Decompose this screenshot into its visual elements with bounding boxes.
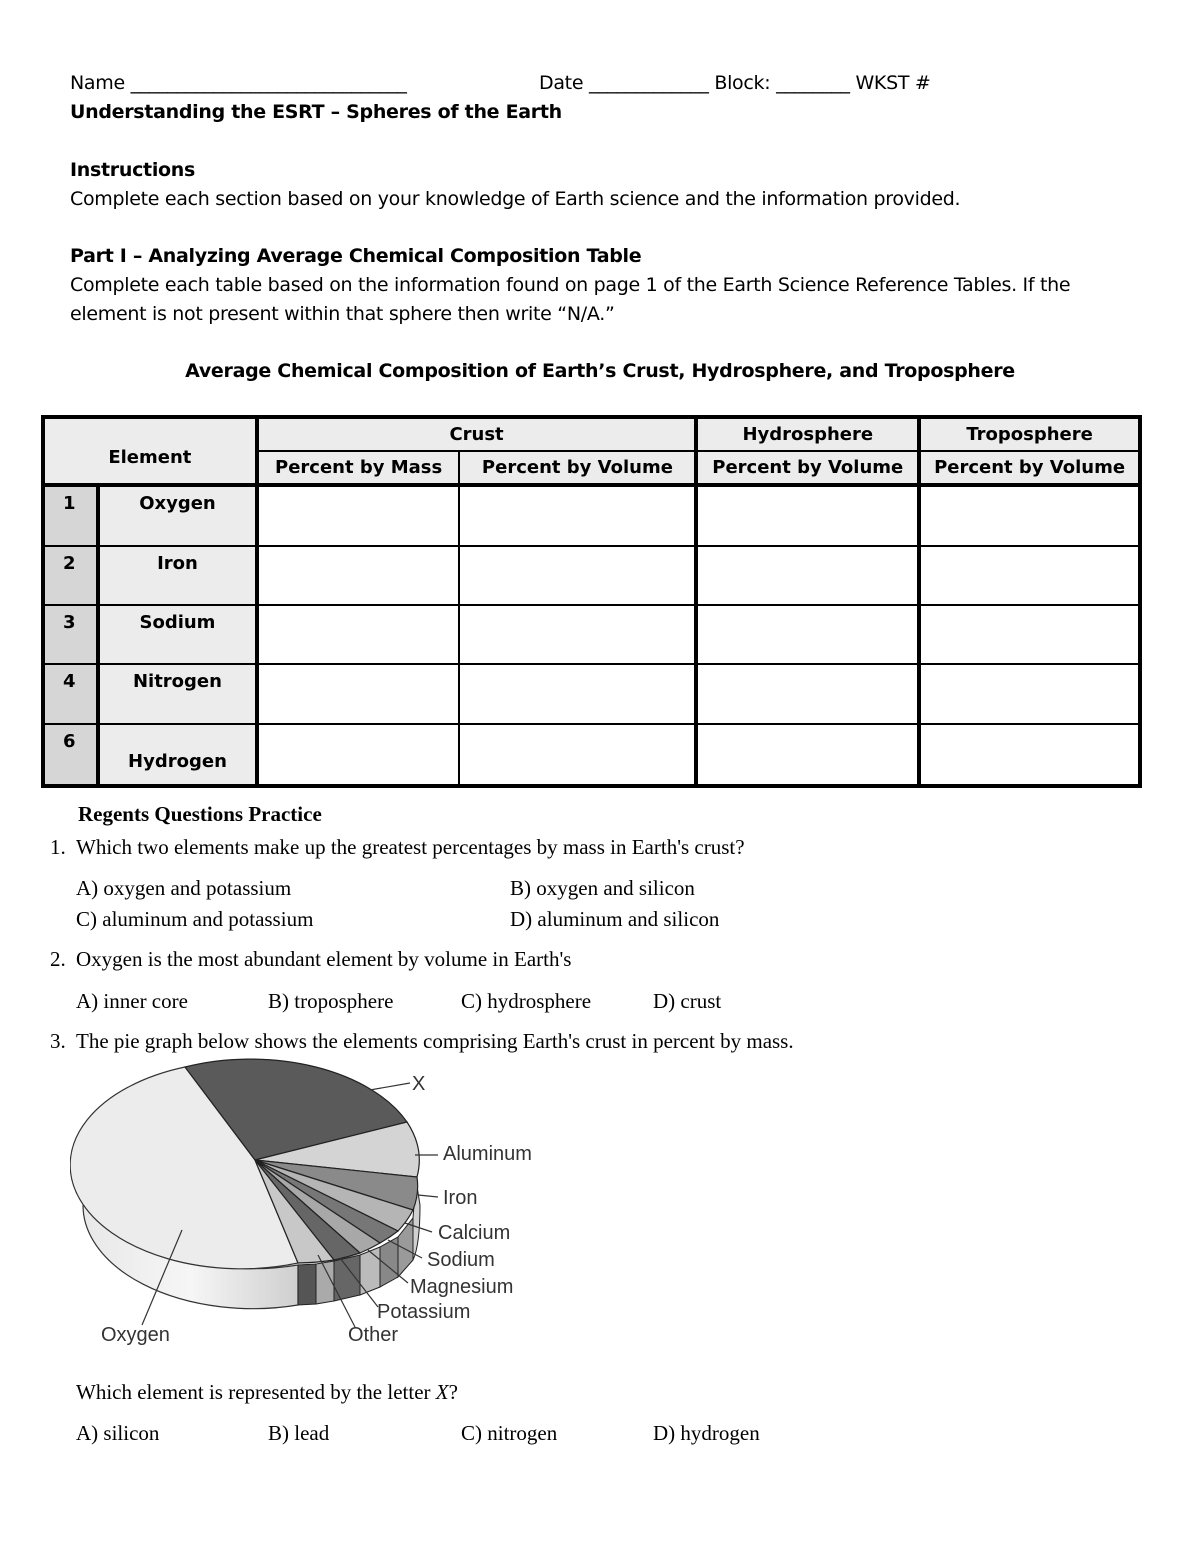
q3-choice-d[interactable]: D) hydrogen [653,1421,760,1445]
row-number: 6 [43,724,98,786]
hydrosphere-volume-cell[interactable] [696,485,919,545]
wkst-label: WKST # [855,72,931,94]
table-row [43,485,1140,545]
block-blank[interactable]: ________ [776,72,850,94]
pie-label-magnesium: Magnesium [410,1276,514,1298]
row-number: 1 [43,485,98,545]
table-row [43,605,1140,664]
pie-label-oxygen: Oxygen [101,1324,170,1346]
table-row [43,724,1140,786]
pie-label-x: X [412,1073,426,1095]
q1-choice-b[interactable]: B) oxygen and silicon [510,876,695,900]
q2-choice-a[interactable]: A) inner core [76,989,188,1013]
pie-side-other [298,1264,316,1305]
name-label: Name [70,72,125,94]
pie-label-calcium: Calcium [438,1222,511,1244]
leader-x [370,1083,410,1090]
q1-choice-a[interactable]: A) oxygen and potassium [76,876,292,900]
q2-choice-b[interactable]: B) troposphere [268,989,394,1013]
q3-prompt-after: ? [448,1380,458,1404]
q2-choice-d[interactable]: D) crust [653,989,722,1013]
table-row [43,664,1140,723]
q3-prompt-var: X [435,1380,449,1404]
crust-mass-cell[interactable] [257,664,460,723]
row-number: 2 [43,546,98,605]
hydrosphere-volume-cell[interactable] [696,724,919,786]
q3-number: 3. [50,1029,66,1053]
q2-choice-c[interactable]: C) hydrosphere [461,989,592,1013]
crust-mass-cell[interactable] [257,546,460,605]
crust-header: Crust [257,417,697,451]
crust-volume-cell[interactable] [459,664,696,723]
table-title: Average Chemical Composition of Earth’s Crust, Hydrosphere, and Troposphere [185,360,1015,382]
q2-text: Oxygen is the most abundant element by volume in Earth's [76,947,572,971]
element-header: Element [43,417,257,485]
block-label: Block: [714,72,771,94]
pie-label-potassium: Potassium [377,1301,471,1323]
troposphere-volume-cell[interactable] [919,664,1140,723]
row-element: Oxygen [98,485,257,545]
crust-volume-cell[interactable] [459,546,696,605]
regents-heading: Regents Questions Practice [78,802,322,826]
crust-pie-graph [70,1055,550,1355]
date-label: Date [539,72,584,94]
troposphere-volume-cell[interactable] [919,546,1140,605]
composition-table [41,415,1142,788]
q1-choice-c[interactable]: C) aluminum and potassium [76,907,314,931]
row-number: 4 [43,664,98,723]
crust-mass-cell[interactable] [257,605,460,664]
hydrosphere-header: Hydrosphere [696,417,919,451]
crust-volume-cell[interactable] [459,605,696,664]
date-block-line [539,72,931,94]
troposphere-volume-cell[interactable] [919,724,1140,786]
crust-volume-header: Percent by Volume [459,451,696,486]
worksheet-title: Understanding the ESRT – Spheres of the Earth [70,101,562,123]
pie-label-iron: Iron [443,1187,478,1209]
date-blank[interactable]: _____________ [588,72,709,94]
troposphere-volume-cell[interactable] [919,485,1140,545]
troposphere-header: Troposphere [919,417,1140,451]
pie-label-other: Other [348,1324,399,1346]
q3-choice-c[interactable]: C) nitrogen [461,1421,558,1445]
crust-volume-cell[interactable] [459,485,696,545]
hydrosphere-volume-header: Percent by Volume [696,451,919,486]
table-row [43,546,1140,605]
troposphere-volume-header: Percent by Volume [919,451,1140,486]
q1-choice-d[interactable]: D) aluminum and silicon [510,907,720,931]
troposphere-volume-cell[interactable] [919,605,1140,664]
hydrosphere-volume-cell[interactable] [696,664,919,723]
q1-text: Which two elements make up the greatest percentages by mass in Earth's crust? [76,835,745,859]
row-element: Sodium [98,605,257,664]
row-element: Iron [98,546,257,605]
q3-text: The pie graph below shows the elements comprising Earth's crust in percent by mass. [76,1029,794,1053]
crust-mass-cell[interactable] [257,485,460,545]
instructions-heading: Instructions [70,159,196,181]
hydrosphere-volume-cell[interactable] [696,605,919,664]
name-line [70,72,407,94]
q1-number: 1. [50,835,66,859]
leader-iron [418,1195,438,1197]
crust-mass-header: Percent by Mass [257,451,460,486]
pie-label-sodium: Sodium [427,1249,495,1271]
q3-prompt [76,1380,458,1405]
hydrosphere-volume-cell[interactable] [696,546,919,605]
part1-line1: Complete each table based on the information found on page 1 of the Earth Science Reference Tables. If the [70,274,1071,296]
instructions-text: Complete each section based on your knowledge of Earth science and the information provided. [70,188,961,210]
row-element: Nitrogen [98,664,257,723]
crust-mass-cell[interactable] [257,724,460,786]
row-element: Hydrogen [98,724,257,786]
name-blank[interactable]: ______________________________ [130,72,407,94]
row-number: 3 [43,605,98,664]
pie-label-aluminum: Aluminum [443,1143,532,1165]
q3-choice-a[interactable]: A) silicon [76,1421,160,1445]
q2-number: 2. [50,947,66,971]
q3-choice-b[interactable]: B) lead [268,1421,330,1445]
q3-prompt-before: Which element is represented by the letter [76,1380,436,1404]
part1-heading: Part I – Analyzing Average Chemical Composition Table [70,245,642,267]
crust-volume-cell[interactable] [459,724,696,786]
part1-line2: element is not present within that sphere then write “N/A.” [70,303,615,325]
